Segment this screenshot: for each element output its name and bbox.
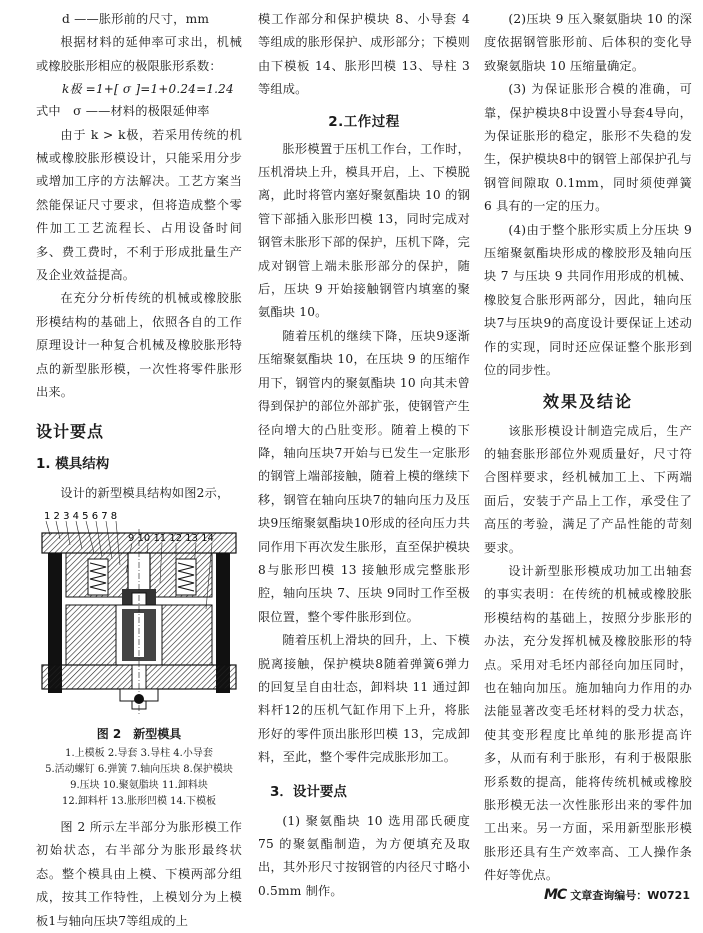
figure-legend — [36, 746, 242, 810]
subheading-working-process: 2.工作过程 — [328, 113, 400, 130]
legend-line: 12.卸料杆 13.胀形凹模 14.下模板 — [61, 795, 217, 807]
subheading-die-structure: 1. 模具结构 — [36, 455, 110, 472]
paragraph-elongation: 根据材料的延伸率可求出，机械或橡胶胀形相应的极限胀形系数： — [36, 35, 242, 73]
paragraph-point-3: (3) 为保证胀形合模的准确，可靠，保护模块8中设置小导套4导向，为保证胀形的稳定，胀形不失稳的发生，保护模块8中的钢管上部保护孔与钢管间隙取 0.1mm，同时须使弹簧 6 具有的一定的压力。 — [484, 82, 692, 214]
figure-caption: 图 2 新型模具 — [96, 726, 182, 741]
paragraph-conclusion: 设计新型胀形模成功加工出轴套的事实表明：在传统的机械或橡胶胀形模结构的基础上，按照分步胀形的办法，充分发挥机械及橡胶胀形的特点。采用对毛坯内部径向加压同时，也在轴向加压。施加轴向力作用的办法能显著改变毛坯材料的受力状态，使其变形程度比单纯的胀形提高许多，从而有利于胀形，有利于极限胀形系数的提高，能将传统机械或橡胶胀形模无法一次性胀形出来的零件加工出来。另一方面，采用新型胀形模胀形还具有生产效率高、工人操作条件好等优点。 — [484, 563, 692, 883]
legend-line: 5.活动螺钉 6.弹簧 7.轴向压块 8.保护模块 — [45, 763, 233, 775]
paragraph-process-start: 胀形模置于压机工作台，工作时，压机滑块上升，模具开启，上、下模脱离，此时将管内塞好聚氨酯块 10 的钢管下部插入胀形凹模 13，同时完成对钢管未胀形下部的保护，压机下降，完成对钢管上端未胀形部分的保护，随后，压块 9 开始接触钢管内填塞的聚氨酯块 10。 — [258, 141, 470, 320]
paragraph-process-compression: 随着压机的继续下降，压块9逐渐压缩聚氨酯块 10，在压块 9 的压缩作用下，钢管内的聚氨酯块 10 向其未曾得到保护的部位外部扩张，使钢管产生径向增大的凸肚变形。随着上模的下降，轴向压块7开始与已发生一定胀形的钢管上端部接触，随着上模的继续下移，钢管在轴向压块7的轴向压力及压块9压缩聚氨酯块10形成的径向压力共同作用下再次发生胀形，直至保护模块8与胀形凹模 13 接触形成完整胀形腔，轴向压块 7、压块 9同时工作至极限位置，整个零件胀形到位。 — [258, 328, 470, 624]
section-heading-results: 效果及结论 — [542, 391, 633, 411]
paragraph-d-definition: d ——胀形前的尺寸，mm — [62, 12, 210, 26]
paragraph-traditional-method: 由于 k > k极，若采用传统的机械或橡胶胀形模设计，只能采用分步或增加工序的方法解决。工艺方案当然能保证尺寸要求，但将造成整个零件加工工艺流程长、占用设备时间多、费工费时，不利于形成批量生产及企业效益提高。 — [36, 127, 242, 283]
article-reference-footer — [544, 887, 690, 903]
figure-top-labels: 1 2 3 4 5 6 7 8 — [44, 510, 118, 522]
column-2 — [258, 8, 470, 903]
legend-line: 9.压块 10.聚氨脂块 11.卸料块 — [70, 779, 208, 791]
column-1 — [36, 8, 242, 933]
paragraph-figure-description: 图 2 所示左半部分为胀形模工作初始状态，右半部分为胀形最终状态。整个模具由上模、下模两部分组成，按其工作特性，上模划分为上模板1与轴向压块7等组成的上 — [36, 819, 242, 928]
section-heading-design-points: 设计要点 — [36, 421, 105, 441]
mc-logo: MC — [544, 887, 567, 903]
formula-limit-coefficient: k极 =1+[ σ ]=1+0.24=1.24 — [62, 82, 234, 97]
die-structure-figure — [36, 509, 242, 719]
legend-line: 1.上模板 2.导套 3.导柱 4.小导套 — [65, 747, 213, 759]
paragraph-point-2: (2)压块 9 压入聚氨脂块 10 的深度依据钢管胀形前、后体积的变化导致聚氨脂块 10 压缩量确定。 — [484, 12, 692, 73]
paragraph-sigma-definition: 式中 σ ——材料的极限延伸率 — [36, 104, 210, 119]
paragraph-figure-intro: 设计的新型模具结构如图2示， — [60, 485, 230, 500]
paragraph-process-unloading: 随着压机上滑块的回升，上、下模脱离接触，保护模块8随着弹簧6弹力的回复呈自由壮态，卸料块 11 通过卸料杆12的压机气缸作用下上升，将胀形好的零件顶出胀形凹模 13，完成卸料，至此，整个零件完成胀形加工。 — [258, 633, 470, 765]
die-structure-drawing — [36, 509, 242, 719]
subheading-design-points: 3．设计要点 — [270, 783, 347, 800]
paragraph-point-1: (1) 聚氨酯块 10 选用邵氏硬度 75 的聚氨酯制造，为方便填充及取出，其外形尺寸按钢管的内径尺寸略小 0.5mm 制作。 — [258, 813, 470, 898]
column-3 — [484, 8, 692, 888]
paragraph-structure-continued: 模工作部分和保护模块 8、小导套 4 等组成的胀形保护、成形部分；下模则由下模板 14、胀形凹模 13、导柱 3 等组成。 — [258, 12, 470, 97]
paragraph-new-die: 在充分分析传统的机械或橡胶胀形模结构的基础上，依照各自的工作原理设计一种复合机械及橡胶胀形特点的新型胀形模，一次性将零件胀形出来。 — [36, 291, 242, 400]
paragraph-results: 该胀形模设计制造完成后，生产的轴套胀形部位外观质量好，尺寸符合图样要求，经机械加工上、下两端面后，安装于产品上工作，承受住了高压的考验，满足了产品性能的苛刻要求。 — [484, 423, 692, 555]
article-query-number: 文章查询编号：W0721 — [570, 889, 690, 902]
paragraph-point-4: (4)由于整个胀形实质上分压块 9 压缩聚氨酯块形成的橡胶形及轴向压块 7 与压块 9 共同作用形成的机械、橡胶复合胀形两部分，因此，轴向压块7与压块9的高度设计要保证上述动作的实现，同时还应保证整个胀形到位的同步性。 — [484, 222, 692, 378]
